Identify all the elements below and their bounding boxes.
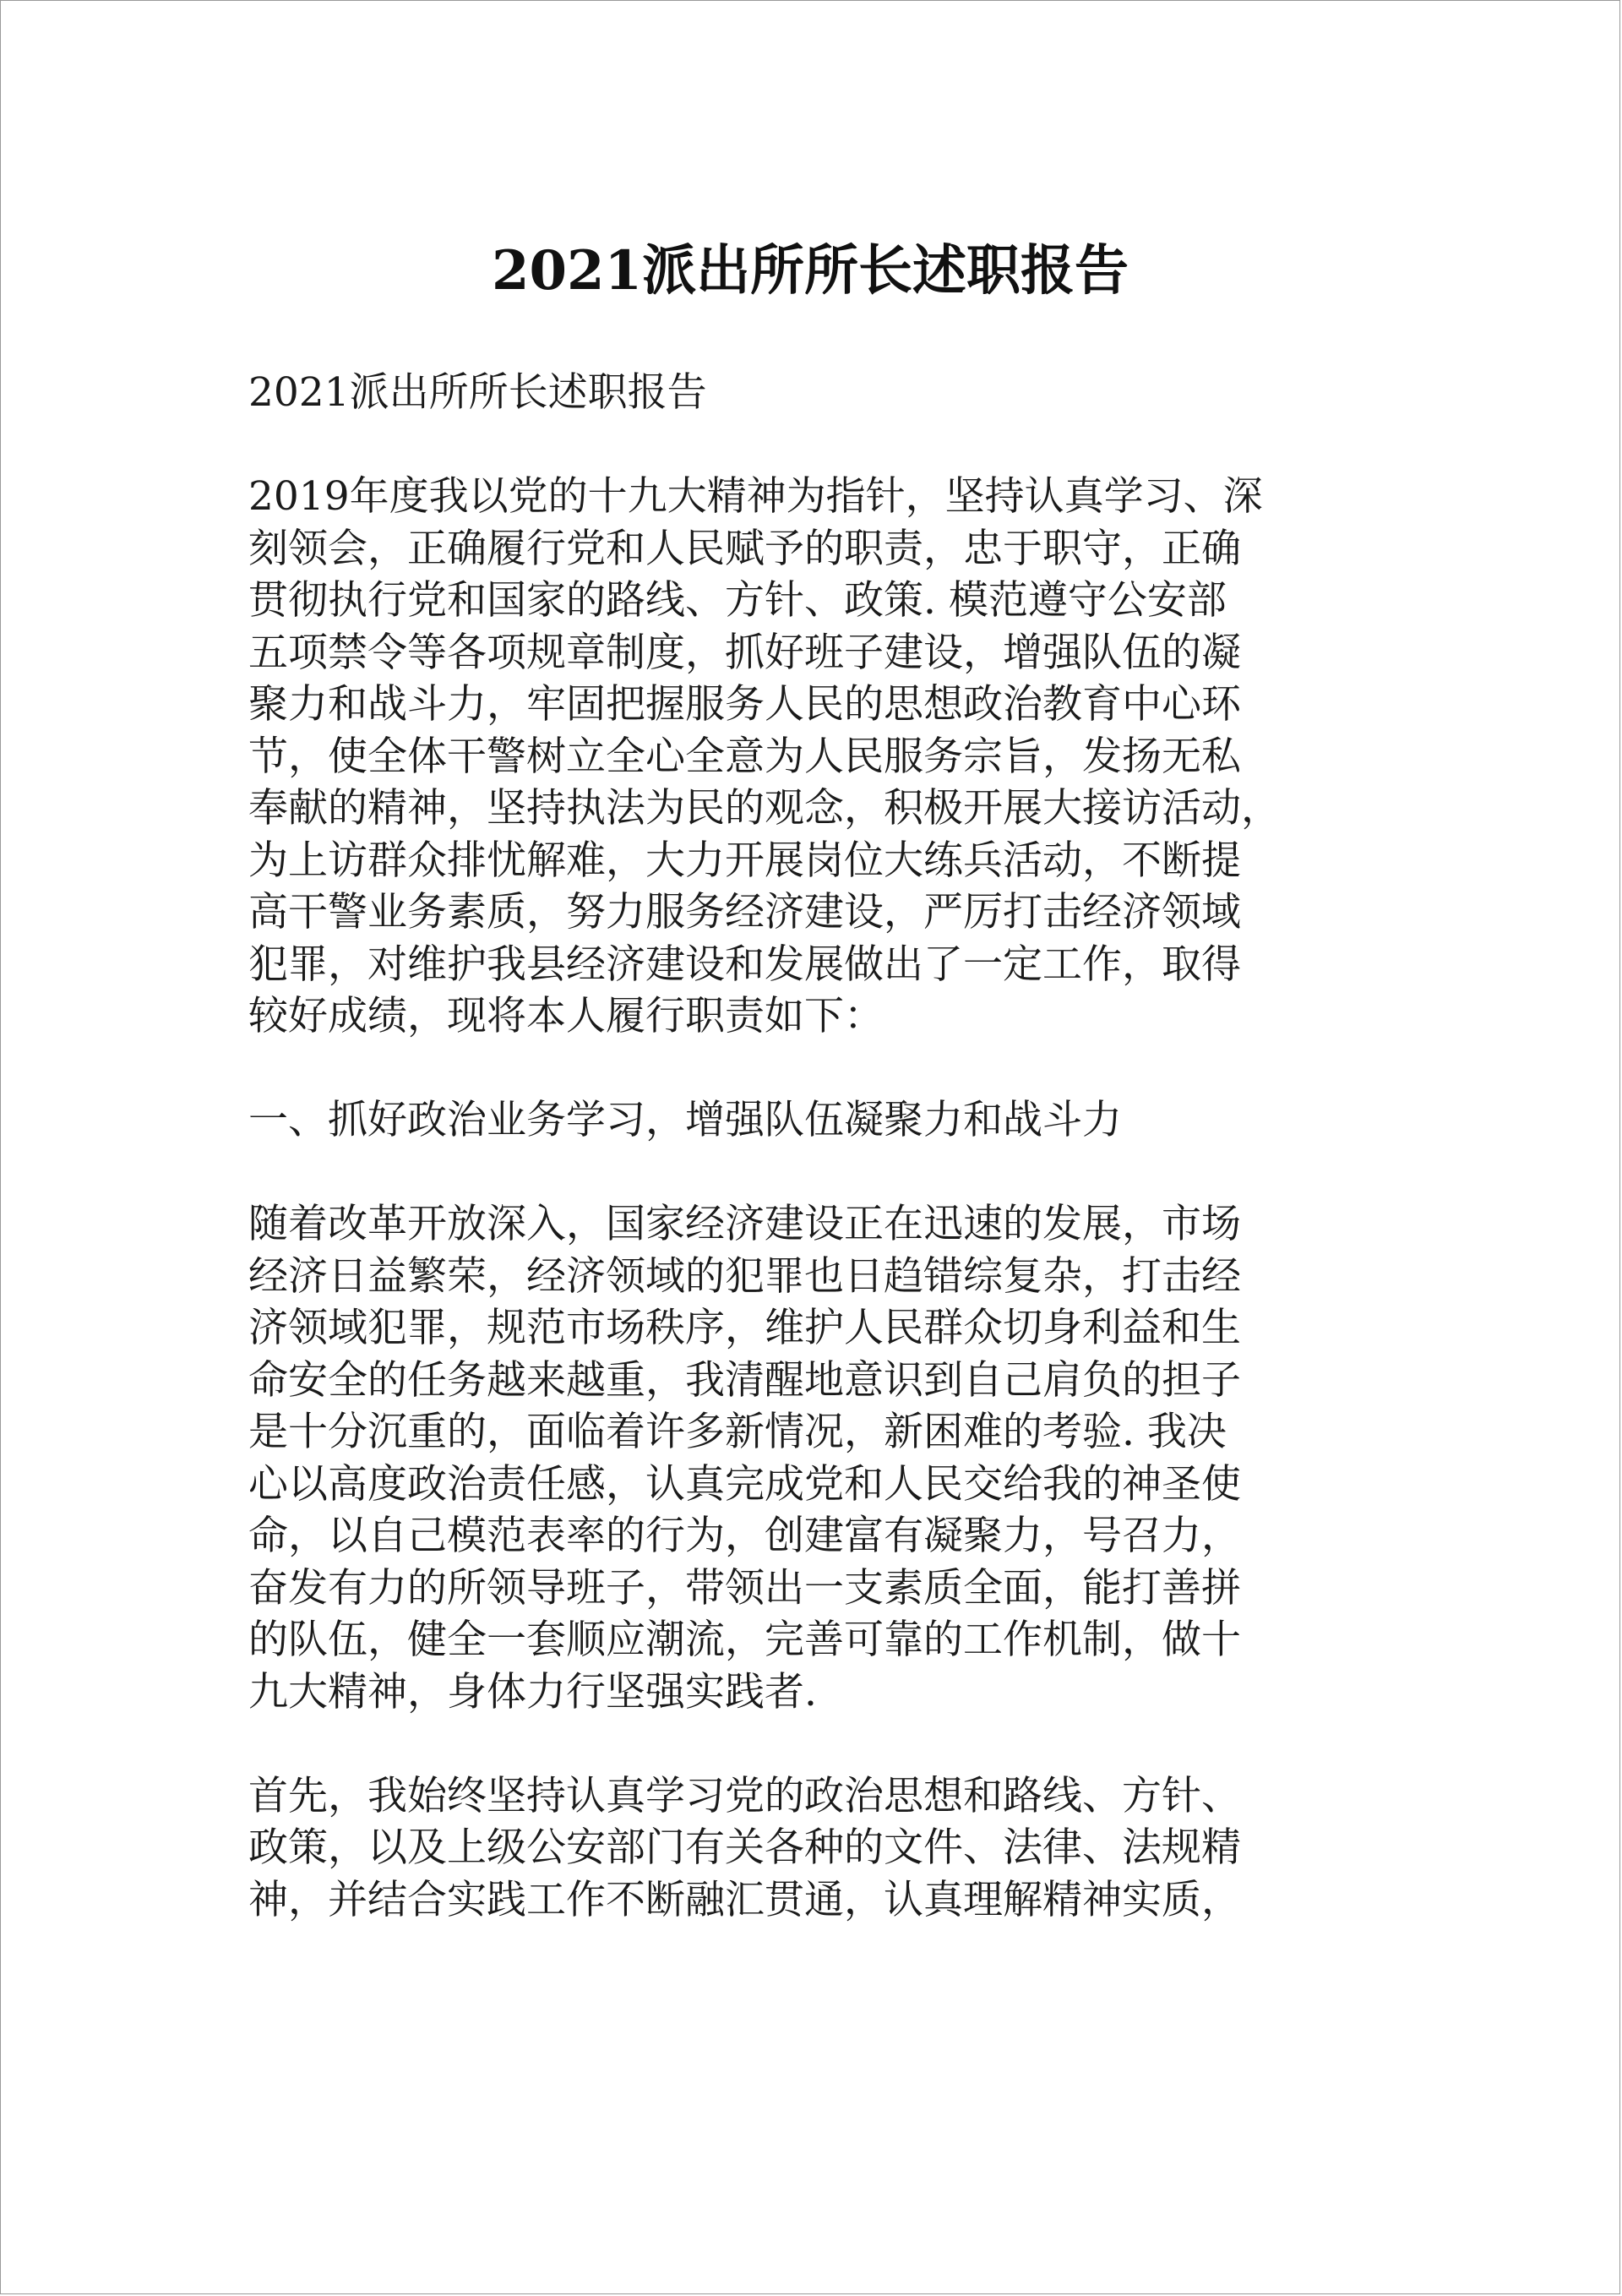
text-line: 奉献的精神，坚持执法为民的观念，积极开展大接访活动， <box>248 785 1281 832</box>
body-paragraph-2 <box>248 1770 1363 1927</box>
text-line: 犯罪，对维护我县经济建设和发展做出了一定工作，取得 <box>248 941 1241 988</box>
text-line: 刻领会，正确履行党和人民赋予的职责，忠于职守，正确 <box>248 525 1241 572</box>
document-title: 2021派出所所长述职报告 <box>491 239 1129 303</box>
text-line: 命安全的任务越来越重，我清醒地意识到自己肩负的担子 <box>248 1356 1241 1404</box>
text-line: 政策，以及上级公安部门有关各种的文件、法律、法规精 <box>248 1824 1241 1871</box>
intro-paragraph <box>248 471 1363 1043</box>
text-line: 节，使全体干警树立全心全意为人民服务宗旨，发扬无私 <box>248 733 1241 780</box>
text-line: 为上访群众排忧解难，大力开展岗位大练兵活动，不断提 <box>248 837 1241 884</box>
text-line: 贯彻执行党和国家的路线、方针、政策. 模范遵守公安部 <box>248 577 1227 624</box>
text-line: 首先，我始终坚持认真学习党的政治思想和路线、方针、 <box>248 1772 1241 1819</box>
text-line: 的队伍，健全一套顺应潮流，完善可靠的工作机制，做十 <box>248 1617 1241 1663</box>
body-paragraph-1 <box>248 1198 1363 1718</box>
text-line: 九大精神，身体力行坚强实践者. <box>248 1668 817 1715</box>
text-line: 心以高度政治责任感，认真完成党和人民交给我的神圣使 <box>248 1460 1241 1508</box>
text-line: 较好成绩，现将本人履行职责如下： <box>248 993 884 1039</box>
text-line: 高干警业务素质，努力服务经济建设，严厉打击经济领域 <box>248 889 1241 935</box>
text-line: 神，并结合实践工作不断融汇贯通，认真理解精神实质， <box>248 1876 1241 1923</box>
text-line: 是十分沉重的，面临着许多新情况，新困难的考验. 我决 <box>248 1409 1227 1455</box>
text-line: 命，以自己模范表率的行为，创建富有凝聚力，号召力， <box>248 1513 1241 1559</box>
section-heading: 一、抓好政治业务学习，增强队伍凝聚力和战斗力 <box>248 1097 1122 1143</box>
document-body <box>248 367 1363 1978</box>
text-line: 随着改革开放深入，国家经济建设正在迅速的发展，市场 <box>248 1201 1241 1247</box>
subtitle-paragraph <box>248 367 1363 419</box>
text-line: 五项禁令等各项规章制度，抓好班子建设，增强队伍的凝 <box>248 629 1241 676</box>
text-line: 聚力和战斗力，牢固把握服务人民的思想政治教育中心环 <box>248 681 1241 728</box>
text-line: 奋发有力的所领导班子，带领出一支素质全面，能打善拼 <box>248 1564 1241 1612</box>
text-line: 经济日益繁荣，经济领域的犯罪也日趋错综复杂，打击经 <box>248 1252 1241 1300</box>
text-line: 2019年度我以党的十九大精神为指针，坚持认真学习、深 <box>248 473 1263 520</box>
text-line: 2021派出所所长述职报告 <box>248 369 707 416</box>
section-heading-paragraph <box>248 1094 1363 1147</box>
text-line: 济领域犯罪，规范市场秩序，维护人民群众切身利益和生 <box>248 1305 1241 1351</box>
